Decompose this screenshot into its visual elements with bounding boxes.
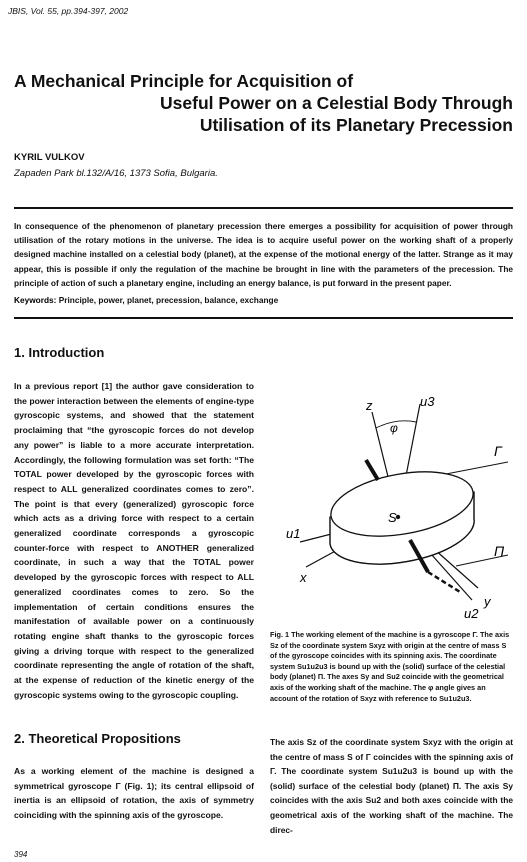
keywords-text: Principle, power, planet, precession, balance, exchange xyxy=(58,295,279,305)
gamma-leader xyxy=(446,462,508,474)
label-s: S xyxy=(388,510,397,525)
title-line-2: Useful Power on a Celestial Body Through xyxy=(160,93,513,113)
title-line-3: Utilisation of its Planetary Precession xyxy=(199,115,513,135)
right-column-text: The axis Sz of the coordinate system Sxyz with the origin at the centre of mass S of Γ coincides with the spinning axis of Γ. The coordinate system Su1u2u3 is bound up with the (solid) surface of the celestial body (planet) Π. The axis Sy coincides with the axis Su2 and both axes coincide with the geometrical axis of the working shaft of the machine. The direc- xyxy=(270,737,513,835)
abstract-bottom-rule xyxy=(14,317,513,319)
label-z: z xyxy=(366,398,373,413)
keywords xyxy=(14,295,513,305)
figure-caption: Fig. 1 The working element of the machine is a gyroscope Γ. The axis Sz of the coordinate system Sxyz with origin at the centre of mass S of the gyroscope coincides with its spinning axis. The coordinate system Su1u2u3 is bound up with the (solid) surface of the celestial body (planet) Π. The axes Sy and Su2 coincide with the geometrical axis of the working shaft of the machine. The φ angle gives an account of the rotation of Sxyz with reference to Su1u2u3. xyxy=(270,630,510,703)
gyroscope-figure xyxy=(270,392,513,624)
author-name: KYRIL VULKOV xyxy=(14,152,85,163)
label-u2: u2 xyxy=(464,606,479,621)
label-x: x xyxy=(300,570,307,585)
section-1-text: In a previous report [1] the author gave consideration to the power interaction between the elements of engine-type gyroscopic systems, and showed that the statement proclaiming that “the gyroscopic forces do not develop any power” is liable to a more accurate interpretation. Accordingly, the following formulation was set forth: “The TOTAL power developed by the gyroscopic forces with respect to ALL generalized coordinates comes to zero”. The point is that every (generalized) gyroscopic force which acts as a driving force with respect to a certain generalized coordinate corresponds a gyroscopic counter-force with respect to ANOTHER generalized coordinate, in such a way that the TOTAL power developed by the gyroscopic forces with respect to ALL generalized coordinates comes to zero. So the implementation of certain conditions ensures the manifestation of available power on a continuously rotating engine shaft thanks to the gyroscopic forces giving a driving torque with respect to the generalized coordinate representing the angle of rotation of the shaft, at the expense of reduction of the kinetic energy of the gyroscopic systems owing to the gyroscopic coupling. xyxy=(14,381,254,700)
label-pi: Π xyxy=(494,543,505,559)
label-gamma: Γ xyxy=(494,443,502,459)
page-number: 394 xyxy=(14,850,28,859)
label-phi: φ xyxy=(390,421,398,435)
label-y: y xyxy=(484,594,491,609)
gyroscope-disc xyxy=(326,462,478,564)
keywords-label: Keywords: xyxy=(14,295,57,305)
paper-title xyxy=(14,70,513,136)
title-line-1: A Mechanical Principle for Acquisition of xyxy=(14,71,354,91)
journal-header: JBIS, Vol. 55, pp.394-397, 2002 xyxy=(8,6,129,16)
abstract: In consequence of the phenomenon of planetary precession there emerges a possibility for acquisition of power through utilisation of the rotary motions in the universe. The idea is to acquire useful power on the working shaft of a properly designed machine installed on a celestial body (planet), at the expense of the motional energy of the latter. Strange as it may appear, this is possible if only the regulation of the machine be brought in line with the parameters of the precession. The principle of action of such a planetary engine, including an energy balance, is put forward in the present paper. xyxy=(14,221,513,288)
label-u1: u1 xyxy=(286,526,301,541)
section-2-text: As a working element of the machine is designed a symmetrical gyroscope Γ (Fig. 1); its central ellipsoid of inertia is an ellipsoid of rotation, the axis of symmetry coinciding with the spinning axis of the gyroscope. xyxy=(14,766,254,821)
section-2-heading: 2. Theoretical Propositions xyxy=(14,731,181,746)
section-1-heading: 1. Introduction xyxy=(14,345,105,360)
label-u3: u3 xyxy=(420,394,435,409)
abstract-top-rule xyxy=(14,207,513,209)
author-address: Zapaden Park bl.132/A/16, 1373 Sofia, Bulgaria. xyxy=(14,168,218,179)
